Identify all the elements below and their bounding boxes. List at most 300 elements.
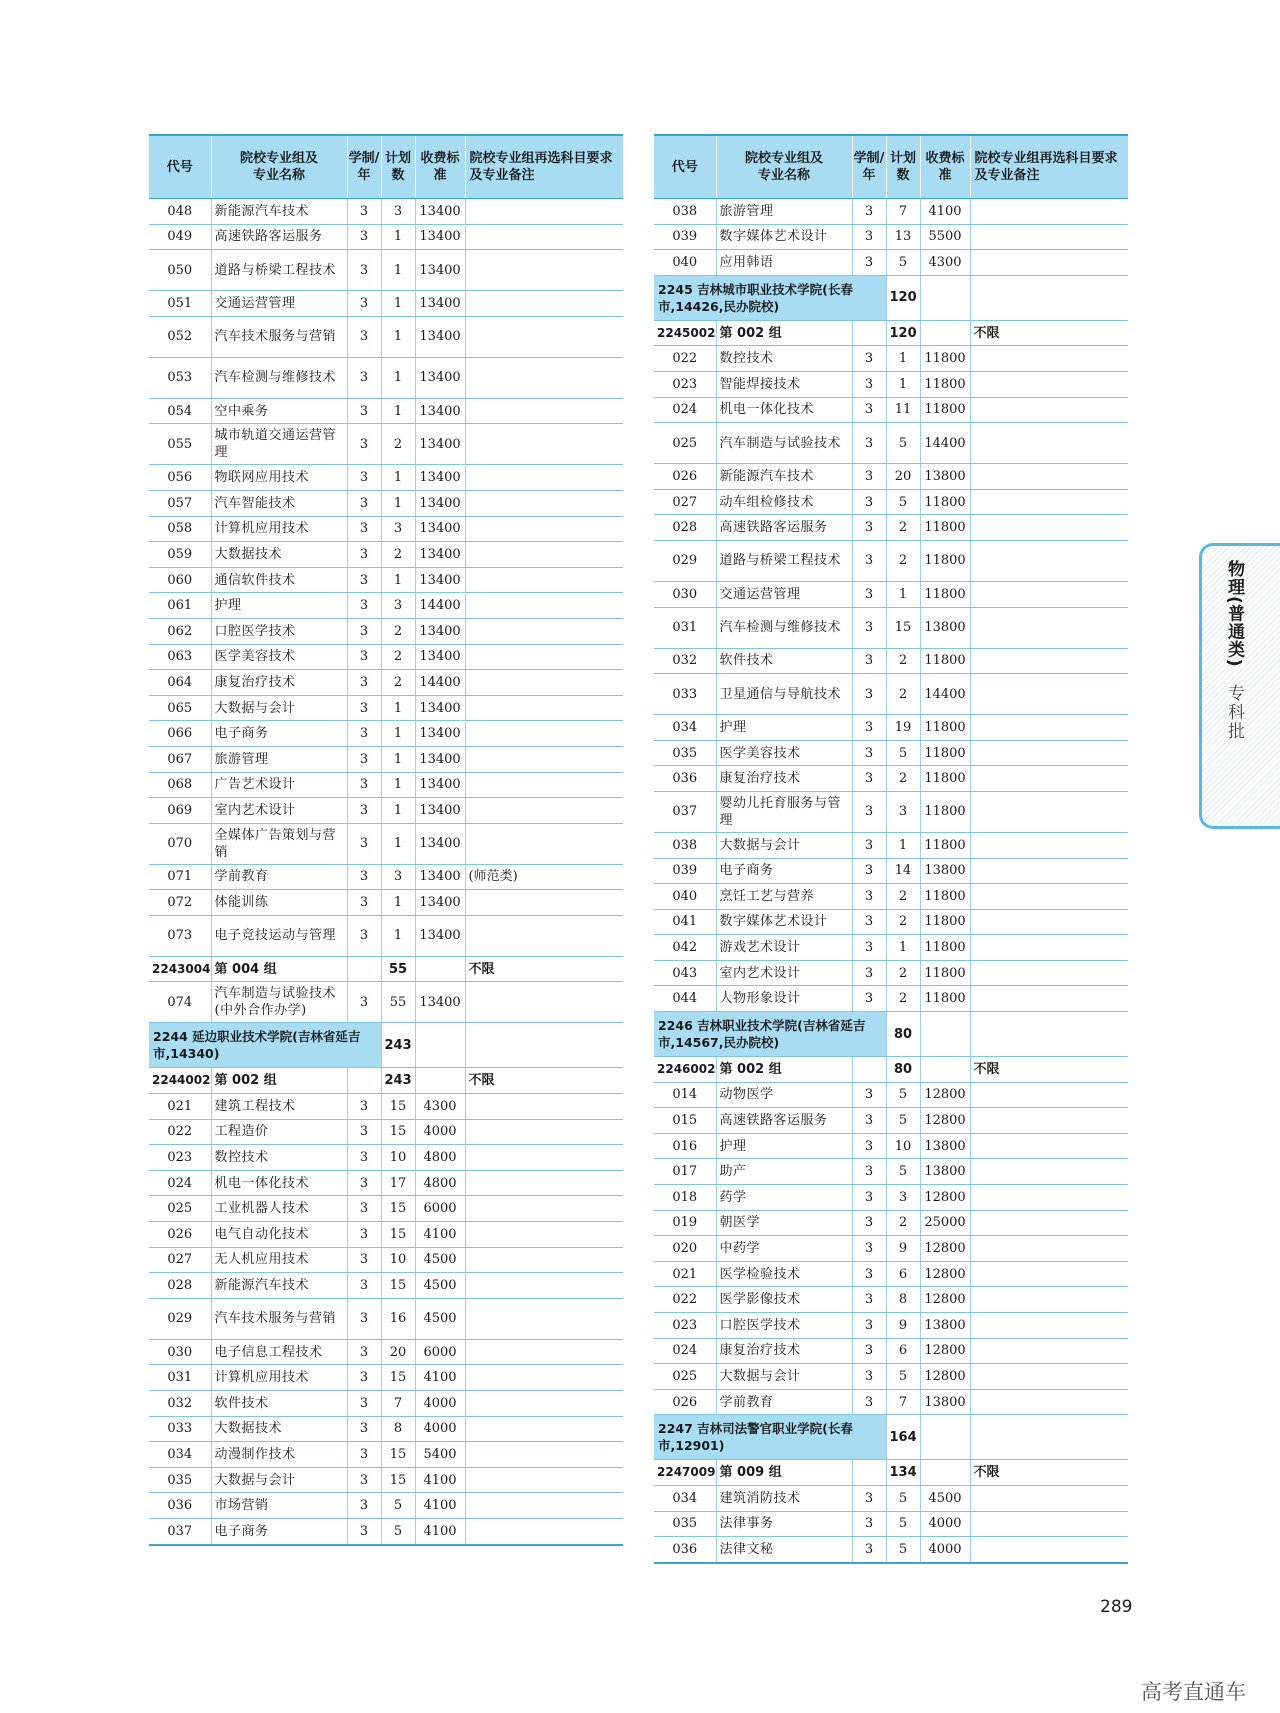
- major-row: [149, 1416, 623, 1442]
- major-row: [149, 890, 623, 916]
- school-row: [654, 1415, 1128, 1460]
- major-code: 057: [149, 490, 211, 516]
- major-row: [149, 1298, 623, 1339]
- major-plan: 1: [381, 915, 415, 956]
- major-row: [654, 1159, 1128, 1185]
- major-years: 3: [852, 1159, 886, 1185]
- major-fee: 13400: [415, 224, 465, 250]
- major-row: [149, 1442, 623, 1468]
- major-name: 大数据与会计: [211, 1467, 347, 1493]
- major-fee: 4500: [415, 1298, 465, 1339]
- major-name: 医学影像技术: [716, 1287, 852, 1313]
- enrollment-table-left: [149, 134, 623, 1546]
- major-years: 3: [852, 909, 886, 935]
- group-plan: 134: [886, 1460, 920, 1486]
- major-row: [149, 1170, 623, 1196]
- major-note: [465, 772, 623, 798]
- school-row: [654, 1012, 1128, 1057]
- major-row: [149, 291, 623, 317]
- group-note: 不限: [465, 956, 623, 982]
- major-row: [654, 581, 1128, 607]
- major-name: 动车组检修技术: [716, 489, 852, 515]
- major-years: 3: [852, 1511, 886, 1537]
- major-plan: 2: [381, 644, 415, 670]
- major-code: 018: [654, 1185, 716, 1211]
- major-name: 卫星通信与导航技术: [716, 674, 852, 715]
- major-note: [970, 1261, 1128, 1287]
- major-fee: 13800: [920, 858, 970, 884]
- major-name: 护理: [716, 715, 852, 741]
- major-row: [654, 607, 1128, 648]
- major-note: [465, 982, 623, 1023]
- major-fee: 4500: [415, 1247, 465, 1273]
- major-code: 071: [149, 864, 211, 890]
- major-years: 3: [347, 1222, 381, 1248]
- major-plan: 1: [381, 465, 415, 491]
- major-row: [149, 357, 623, 398]
- major-code: 025: [654, 1364, 716, 1390]
- major-years: 3: [852, 540, 886, 581]
- major-fee: 11800: [920, 766, 970, 792]
- major-name: 康复治疗技术: [211, 670, 347, 696]
- major-years: 3: [852, 935, 886, 961]
- major-row: [149, 1467, 623, 1493]
- major-fee: 11800: [920, 740, 970, 766]
- major-note: [465, 1442, 623, 1468]
- major-row: [149, 398, 623, 424]
- group-fee: [920, 1460, 970, 1486]
- major-years: 3: [347, 670, 381, 696]
- major-plan: 1: [886, 935, 920, 961]
- major-name: 空中乘务: [211, 398, 347, 424]
- major-plan: 2: [886, 884, 920, 910]
- major-fee: 11800: [920, 489, 970, 515]
- major-row: [149, 1196, 623, 1222]
- major-note: [465, 1094, 623, 1120]
- table-header-row: [149, 135, 623, 199]
- major-code: 064: [149, 670, 211, 696]
- major-name: 通信软件技术: [211, 567, 347, 593]
- major-code: 020: [654, 1236, 716, 1262]
- major-note: [465, 1170, 623, 1196]
- major-note: [970, 1159, 1128, 1185]
- major-years: 3: [852, 489, 886, 515]
- major-row: [654, 832, 1128, 858]
- major-fee: 4100: [415, 1493, 465, 1519]
- major-years: 3: [347, 490, 381, 516]
- major-years: 3: [347, 1365, 381, 1391]
- major-fee: 11800: [920, 346, 970, 372]
- major-plan: 2: [886, 540, 920, 581]
- major-note: [465, 1416, 623, 1442]
- major-fee: 11800: [920, 909, 970, 935]
- major-row: [149, 982, 623, 1023]
- major-code: 030: [149, 1339, 211, 1365]
- major-years: 3: [347, 424, 381, 465]
- major-fee: 11800: [920, 397, 970, 423]
- major-note: [465, 823, 623, 864]
- major-row: [654, 935, 1128, 961]
- major-row: [654, 791, 1128, 832]
- major-plan: 5: [886, 1364, 920, 1390]
- school-note: [465, 1023, 623, 1068]
- major-years: 3: [347, 1247, 381, 1273]
- group-plan: 120: [886, 320, 920, 346]
- group-name: 第 004 组: [211, 956, 347, 982]
- major-years: 3: [852, 250, 886, 276]
- school-fee: [920, 1012, 970, 1057]
- major-name: 医学美容技术: [716, 740, 852, 766]
- major-code: 043: [654, 960, 716, 986]
- major-row: [654, 489, 1128, 515]
- major-note: [970, 1082, 1128, 1108]
- major-note: [465, 1145, 623, 1171]
- major-code: 026: [149, 1222, 211, 1248]
- major-code: 034: [654, 1485, 716, 1511]
- major-note: [970, 1364, 1128, 1390]
- major-name: 护理: [211, 593, 347, 619]
- major-note: [465, 915, 623, 956]
- major-years: 3: [347, 644, 381, 670]
- major-code: 051: [149, 291, 211, 317]
- major-plan: 7: [886, 1389, 920, 1415]
- group-row: [149, 1068, 623, 1094]
- header-notes: 院校专业组再选科目要求及专业备注: [970, 135, 1128, 199]
- major-plan: 7: [886, 199, 920, 225]
- major-fee: 13400: [415, 982, 465, 1023]
- major-note: [465, 1273, 623, 1299]
- major-code: 061: [149, 593, 211, 619]
- major-plan: 2: [886, 909, 920, 935]
- major-row: [149, 1339, 623, 1365]
- major-fee: 12800: [920, 1338, 970, 1364]
- watermark: 高考直通车: [1141, 1680, 1246, 1704]
- major-name: 汽车智能技术: [211, 490, 347, 516]
- major-code: 072: [149, 890, 211, 916]
- major-code: 021: [654, 1261, 716, 1287]
- major-row: [149, 199, 623, 225]
- major-plan: 6: [886, 1261, 920, 1287]
- table-body-left: [149, 199, 623, 1545]
- major-plan: 15: [381, 1119, 415, 1145]
- group-row: [654, 1057, 1128, 1083]
- major-fee: 11800: [920, 540, 970, 581]
- major-fee: 4300: [920, 250, 970, 276]
- major-row: [654, 199, 1128, 225]
- major-name: 大数据技术: [211, 542, 347, 568]
- major-note: [465, 1493, 623, 1519]
- major-fee: 5400: [415, 1442, 465, 1468]
- major-years: 3: [852, 1185, 886, 1211]
- major-note: [465, 644, 623, 670]
- major-row: [654, 423, 1128, 464]
- major-code: 065: [149, 695, 211, 721]
- major-code: 027: [654, 489, 716, 515]
- major-years: 3: [347, 516, 381, 542]
- school-plan: 243: [381, 1023, 415, 1068]
- major-code: 029: [149, 1298, 211, 1339]
- major-code: 035: [654, 740, 716, 766]
- group-years: [852, 1057, 886, 1083]
- major-row: [149, 250, 623, 291]
- major-name: 动物医学: [716, 1082, 852, 1108]
- major-code: 069: [149, 798, 211, 824]
- group-code: 2245002: [654, 320, 716, 346]
- major-note: [465, 1365, 623, 1391]
- group-row: [654, 1460, 1128, 1486]
- major-years: 3: [852, 464, 886, 490]
- major-fee: 4000: [415, 1416, 465, 1442]
- major-years: 3: [347, 695, 381, 721]
- major-plan: 2: [381, 618, 415, 644]
- major-fee: 4100: [415, 1222, 465, 1248]
- major-name: 室内艺术设计: [211, 798, 347, 824]
- major-fee: 4100: [415, 1365, 465, 1391]
- major-plan: 1: [381, 798, 415, 824]
- major-code: 036: [654, 1537, 716, 1563]
- major-plan: 5: [886, 489, 920, 515]
- major-code: 037: [654, 791, 716, 832]
- major-fee: 11800: [920, 832, 970, 858]
- major-code: 034: [149, 1442, 211, 1468]
- major-note: [465, 357, 623, 398]
- major-note: [970, 489, 1128, 515]
- group-note: 不限: [970, 320, 1128, 346]
- major-note: [465, 1298, 623, 1339]
- major-fee: 12800: [920, 1236, 970, 1262]
- major-fee: 13400: [415, 424, 465, 465]
- major-name: 大数据与会计: [716, 832, 852, 858]
- group-years: [852, 320, 886, 346]
- major-name: 康复治疗技术: [716, 766, 852, 792]
- major-years: 3: [347, 291, 381, 317]
- major-name: 高速铁路客运服务: [211, 224, 347, 250]
- major-plan: 3: [381, 199, 415, 225]
- major-years: 3: [852, 832, 886, 858]
- major-plan: 5: [886, 1159, 920, 1185]
- major-plan: 20: [381, 1339, 415, 1365]
- major-years: 3: [852, 397, 886, 423]
- major-row: [654, 648, 1128, 674]
- major-plan: 3: [381, 593, 415, 619]
- major-plan: 3: [886, 1185, 920, 1211]
- major-row: [149, 1273, 623, 1299]
- major-fee: 13400: [415, 772, 465, 798]
- major-years: 3: [852, 715, 886, 741]
- major-row: [149, 618, 623, 644]
- school-plan: 80: [886, 1012, 920, 1057]
- major-row: [149, 490, 623, 516]
- major-row: [654, 986, 1128, 1012]
- major-years: 3: [347, 593, 381, 619]
- major-fee: 6000: [415, 1196, 465, 1222]
- major-name: 康复治疗技术: [716, 1338, 852, 1364]
- major-plan: 5: [886, 1511, 920, 1537]
- major-years: 3: [852, 581, 886, 607]
- major-fee: 12800: [920, 1287, 970, 1313]
- major-code: 023: [654, 1313, 716, 1339]
- major-row: [149, 316, 623, 357]
- major-fee: 11800: [920, 986, 970, 1012]
- major-name: 城市轨道交通运营管理: [211, 424, 347, 465]
- major-row: [654, 1082, 1128, 1108]
- major-name: 工业机器人技术: [211, 1196, 347, 1222]
- major-row: [149, 1222, 623, 1248]
- group-years: [347, 956, 381, 982]
- major-code: 024: [149, 1170, 211, 1196]
- header-code: 代号: [149, 135, 211, 199]
- group-code: 2244002: [149, 1068, 211, 1094]
- major-note: [970, 607, 1128, 648]
- major-name: 交通运营管理: [211, 291, 347, 317]
- major-fee: 6000: [415, 1339, 465, 1365]
- major-fee: 13800: [920, 1133, 970, 1159]
- major-years: 3: [852, 1389, 886, 1415]
- major-plan: 1: [381, 291, 415, 317]
- major-code: 066: [149, 721, 211, 747]
- major-name: 护理: [716, 1133, 852, 1159]
- major-row: [654, 515, 1128, 541]
- major-note: (师范类): [465, 864, 623, 890]
- major-code: 041: [654, 909, 716, 935]
- major-fee: 13800: [920, 1389, 970, 1415]
- major-row: [149, 721, 623, 747]
- major-code: 038: [654, 199, 716, 225]
- major-plan: 2: [381, 542, 415, 568]
- major-name: 新能源汽车技术: [716, 464, 852, 490]
- school-note: [970, 275, 1128, 320]
- group-name: 第 002 组: [716, 320, 852, 346]
- major-plan: 16: [381, 1298, 415, 1339]
- major-name: 动漫制作技术: [211, 1442, 347, 1468]
- major-years: 3: [347, 618, 381, 644]
- major-note: [465, 424, 623, 465]
- school-row: [654, 275, 1128, 320]
- major-fee: 13800: [920, 1313, 970, 1339]
- major-note: [970, 986, 1128, 1012]
- group-name: 第 002 组: [716, 1057, 852, 1083]
- major-code: 021: [149, 1094, 211, 1120]
- major-code: 024: [654, 397, 716, 423]
- group-name: 第 009 组: [716, 1460, 852, 1486]
- major-note: [465, 618, 623, 644]
- major-code: 019: [654, 1210, 716, 1236]
- major-name: 大数据与会计: [211, 695, 347, 721]
- major-fee: 11800: [920, 715, 970, 741]
- major-name: 汽车技术服务与营销: [211, 316, 347, 357]
- major-code: 074: [149, 982, 211, 1023]
- major-row: [149, 1145, 623, 1171]
- group-code: 2243004: [149, 956, 211, 982]
- school-note: [970, 1012, 1128, 1057]
- major-note: [465, 670, 623, 696]
- major-years: 3: [347, 1339, 381, 1365]
- major-code: 017: [654, 1159, 716, 1185]
- major-name: 汽车技术服务与营销: [211, 1298, 347, 1339]
- header-code: 代号: [654, 135, 716, 199]
- major-note: [970, 1389, 1128, 1415]
- major-row: [654, 1287, 1128, 1313]
- major-note: [465, 316, 623, 357]
- major-note: [465, 695, 623, 721]
- enrollment-table-right: [654, 134, 1128, 1564]
- major-plan: 2: [886, 766, 920, 792]
- major-fee: 13400: [415, 516, 465, 542]
- major-note: [970, 1108, 1128, 1134]
- major-code: 049: [149, 224, 211, 250]
- major-plan: 10: [381, 1247, 415, 1273]
- major-fee: 13800: [920, 1159, 970, 1185]
- major-row: [654, 740, 1128, 766]
- major-plan: 2: [886, 1210, 920, 1236]
- major-name: 智能焊接技术: [716, 371, 852, 397]
- major-row: [149, 1119, 623, 1145]
- major-years: 3: [852, 1210, 886, 1236]
- major-plan: 5: [886, 1537, 920, 1563]
- major-name: 道路与桥梁工程技术: [211, 250, 347, 291]
- major-name: 汽车制造与试验技术: [716, 423, 852, 464]
- major-years: 3: [347, 316, 381, 357]
- major-years: 3: [347, 823, 381, 864]
- major-code: 016: [654, 1133, 716, 1159]
- major-fee: 4000: [415, 1119, 465, 1145]
- major-note: [465, 1467, 623, 1493]
- major-name: 助产: [716, 1159, 852, 1185]
- major-name: 医学检验技术: [716, 1261, 852, 1287]
- major-note: [970, 884, 1128, 910]
- major-note: [970, 1338, 1128, 1364]
- major-name: 电子商务: [211, 721, 347, 747]
- major-fee: 13400: [415, 250, 465, 291]
- major-fee: 11800: [920, 515, 970, 541]
- major-row: [654, 1133, 1128, 1159]
- major-name: 汽车检测与维修技术: [716, 607, 852, 648]
- major-note: [970, 674, 1128, 715]
- group-row: [149, 956, 623, 982]
- table-body-right: [654, 199, 1128, 1563]
- major-years: 3: [852, 858, 886, 884]
- major-note: [970, 791, 1128, 832]
- major-fee: 13400: [415, 915, 465, 956]
- major-years: 3: [347, 1416, 381, 1442]
- header-years: 学制/年: [852, 135, 886, 199]
- major-years: 3: [852, 740, 886, 766]
- major-plan: 1: [886, 581, 920, 607]
- group-fee: [415, 1068, 465, 1094]
- major-name: 旅游管理: [211, 746, 347, 772]
- major-plan: 1: [381, 224, 415, 250]
- major-fee: 5500: [920, 224, 970, 250]
- major-years: 3: [852, 607, 886, 648]
- group-fee: [920, 1057, 970, 1083]
- major-code: 050: [149, 250, 211, 291]
- major-note: [970, 581, 1128, 607]
- major-code: 039: [654, 224, 716, 250]
- major-code: 032: [149, 1391, 211, 1417]
- major-code: 037: [149, 1518, 211, 1544]
- major-years: 3: [852, 423, 886, 464]
- major-name: 建筑消防技术: [716, 1485, 852, 1511]
- major-plan: 8: [886, 1287, 920, 1313]
- major-fee: 11800: [920, 935, 970, 961]
- major-row: [654, 1108, 1128, 1134]
- major-name: 软件技术: [211, 1391, 347, 1417]
- major-row: [654, 1236, 1128, 1262]
- major-code: 036: [149, 1493, 211, 1519]
- major-fee: 13400: [415, 316, 465, 357]
- school-fee: [920, 275, 970, 320]
- major-note: [465, 542, 623, 568]
